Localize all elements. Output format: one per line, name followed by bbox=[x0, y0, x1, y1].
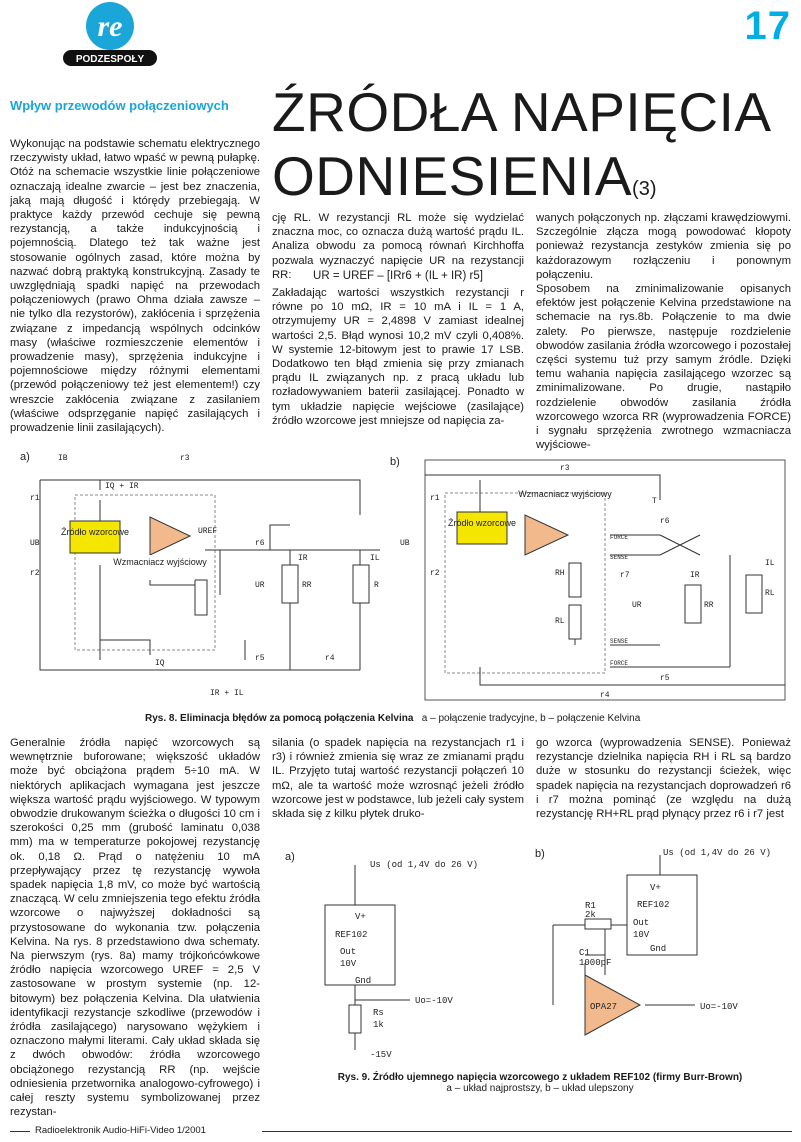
fig8b-il: IL bbox=[765, 559, 775, 568]
fig9a-vplus: V+ bbox=[355, 912, 366, 922]
fig8b-r1: r1 bbox=[430, 494, 440, 503]
article-title bbox=[272, 80, 792, 221]
fig8b-rh: RH bbox=[555, 569, 565, 578]
fig8b-ur: UR bbox=[632, 601, 642, 610]
fig8a-ib: IB bbox=[58, 454, 68, 463]
page-number: 17 bbox=[744, 4, 791, 48]
fig9b-gnd: Gnd bbox=[650, 944, 667, 954]
fig9b-uo: Uo=-10V bbox=[700, 1002, 738, 1012]
fig9b-chip: REF102 bbox=[637, 900, 670, 910]
fig9b-supply: Us (od 1,4V do 26 V) bbox=[663, 848, 772, 858]
fig9b-c1: C1 bbox=[579, 948, 590, 958]
fig9b-r1: R1 bbox=[585, 901, 596, 911]
fig8a-amp-label: Wzmacniacz wyjściowy bbox=[113, 557, 207, 567]
fig9a-gnd: Gnd bbox=[355, 976, 372, 986]
sidebar-text: Wykonując na podstawie schematu elektrycznego rzeczywisty układ, łatwo wpaść w pewną pułapkę. Otóż na schemacie wszystkie linie połączeniowe oznaczają idealne zwarcie – jest bez znaczenia, jaką mają długość i którędy przebiegają. W praktyce każdy przewód cechuje się pewną rezystancją, a także indukcyjnością i pojemnością. Dlatego też tak ważne jest stosowanie ogólnych zasad, które można by nazwać dobrą praktyką konstrukcyjną. Zasady te uwzględniają spadki napięć na przewodach połączeniowych (prawo Ohma działa zawsze – nie tylko dla rezystorów), zakłócenia i sprzężenia związane z impedancją wspólnych odcinków masy (właściwe rozmieszczenie elementów i prowadzenie masy), sprzężenia indukcyjne i pojemnościowe między różnymi elementami (przewód połączeniowy też jest elementem!) czy wreszcie zakłócenia związane z zasilaniem (właściwe odsprzęganie napięć zasilających i prowadzenie linii zasilających). bbox=[10, 138, 260, 435]
fig8-label-a: a) bbox=[20, 451, 30, 463]
fig8b-sense-bot: SENSE bbox=[610, 638, 629, 645]
fig9a-v10: 10V bbox=[340, 959, 357, 969]
fig8a-ir-il: IR + IL bbox=[210, 689, 244, 698]
title-part: (3) bbox=[632, 178, 657, 200]
fig8a-ur: UR bbox=[255, 581, 265, 590]
fig8b-ub: UB bbox=[400, 539, 410, 548]
fig9a-uo: Uo=-10V bbox=[415, 996, 453, 1006]
sidebar-heading: Wpływ przewodów połączeniowych bbox=[10, 98, 229, 113]
fig8b-force-bot: FORCE bbox=[610, 660, 629, 667]
fig9-caption-desc: a – układ najprostszy, b – układ ulepszony bbox=[446, 1083, 634, 1094]
fig9a-out: Out bbox=[340, 947, 357, 957]
figure-9 bbox=[285, 845, 785, 1065]
fig9-label-b: b) bbox=[535, 848, 545, 860]
fig9-caption-title: Rys. 9. Źródło ujemnego napięcia wzorcowego z układem REF102 (firmy Burr-Brown) bbox=[337, 1072, 743, 1083]
fig8b-ir: IR bbox=[690, 571, 700, 580]
logo-text: re bbox=[97, 10, 123, 43]
fig8a-r: R bbox=[374, 581, 379, 590]
fig8a-ir: IR bbox=[298, 554, 308, 563]
fig8b-rl: RL bbox=[555, 617, 565, 626]
footer-text: Radioelektronik Audio-HiFi-Video 1/2001 bbox=[35, 1125, 206, 1136]
bottom-col3: go wzorca (wyprowadzenia SENSE). Ponieważ rezystancje dzielnika napięcia RH i RL są bardzo duże w stosunku do rezystancji ścieżek, więc spadek napięcia na rezystancjach doprowadzeń r6 i r7 można pominąć (ze względu na dużą rezystancję RH+RL prąd płynący przez r6 i r7 jest bbox=[536, 737, 791, 821]
fig8b-rl-cap: RL bbox=[765, 589, 775, 598]
fig9a-rs: Rs bbox=[373, 1008, 384, 1018]
fig9b-c1-val: 1000pF bbox=[579, 958, 612, 968]
fig8a-iq-ir: IQ + IR bbox=[105, 482, 139, 491]
formula: UR = UREF – [IRr6 + (IL + IR) r5] bbox=[313, 270, 483, 282]
bottom-col2: silania (o spadek napięcia na rezystancjach r1 i r3) i również zmienia się wraz ze zmianami prądu IL. Przyjęto tutaj wartość rezystancji połączeń 10 mΩ, ale ta wartość może wzrosnąć jeżeli źródło wzorcowe jest w podstawce, lub jeżeli cały system składa się z kilku płytek druko- bbox=[272, 737, 524, 821]
fig9b-opamp: OPA27 bbox=[590, 1002, 618, 1012]
fig8b-r3: r3 bbox=[560, 464, 570, 473]
fig8a-ub: UB bbox=[30, 539, 40, 548]
fig9a-chip: REF102 bbox=[335, 930, 368, 940]
fig8a-iq: IQ bbox=[155, 659, 165, 668]
fig9a-rs-val: 1k bbox=[373, 1020, 384, 1030]
fig8a-r2: r2 bbox=[30, 569, 40, 578]
fig8a-uref: UREF bbox=[198, 527, 218, 536]
fig8a-r3: r3 bbox=[180, 454, 190, 463]
fig8a-r6: r6 bbox=[255, 539, 265, 548]
fig8-label-b: b) bbox=[390, 456, 400, 468]
footer-rule-right bbox=[262, 1131, 792, 1132]
fig8b-rr: RR bbox=[704, 601, 714, 610]
fig8-caption bbox=[145, 713, 745, 724]
article-col2-bottom: Zakładając wartości wszystkich rezystancji r równe po 10 mΩ, IR = 10 mA i IL = 1 A, otrzymujemy UR = 2,4898 V zamiast idealnej wartości 2,5. Błąd wynosi 10,2 mV czyli 0,408%. W systemie 12-bitowym jest to prawie 17 LSB. Dodatkowo ten błąd zmienia się przy zmianach prądu IL związanych np. z pracą układu lub rozładowywaniem baterii zasilającej. Ponadto w tym układzie napięcie wejściowe (zasilające) źródło wzorcowe jest mniejsze od napięcia za- bbox=[272, 287, 524, 427]
title-line-2: ODNIESIENIA bbox=[272, 145, 633, 207]
fig9b-r1-val: 2k bbox=[585, 910, 596, 920]
figure-8 bbox=[20, 451, 790, 710]
magazine-logo bbox=[60, 2, 160, 72]
fig9a-supply: Us (od 1,4V do 26 V) bbox=[370, 860, 479, 870]
fig8b-t: T bbox=[652, 497, 657, 506]
bottom-col1: Generalnie źródła napięć wzorcowych są wewnętrznie buforowane; większość układów może być obciążona prądem 5÷10 mA. W niektórych aplikacjach wymagana jest jeszcze większa wartość prądu wyjściowego. W typowym obwodzie drukowanym ścieżka o długości 10 cm i szerokości 0,25 mm (grubość laminatu 0,038 mm) ma w temperaturze pokojowej rezystancję ok. 0,18 Ω. Prąd o natężeniu 10 mA przepływający przez tę rezystancję wywoła spadek napięcia 1,8 mV, co może być wartością znaczącą. W celu zmniejszenia tego efektu źródła wzorcowe o najwyższej dokładności są przystosowane do wykonania tzw. połączenia Kelvina. Na rys. 8 przedstawiono dwa schematy. Na pierwszym (rys. 8a) mamy trójkońcówkowe źródło napięcia wzorcowego UREF = 2,5 V zastosowane w prostym systemie (np. 12-bitowym) bez połączenia Kelvina. Dla ułatwienia identyfikacji rezystancje szkodliwe (przewodów i źródła zasilającego) narysowano wężykiem i oznaczono małymi literami. Cały układ składa się z dwóch obwodów: źródła wzorcowego obciążonego rezystancją RR (np. wejście odniesienia przetwornika analogowo-cyfrowego) i całej reszty systemu symbolizowanej przez rezystan- bbox=[10, 737, 260, 1119]
fig8b-source-label: Źródło wzorcowe bbox=[447, 518, 517, 528]
fig8a-r1: r1 bbox=[30, 494, 40, 503]
fig8b-r7: r7 bbox=[620, 571, 630, 580]
fig8b-amp-label: Wzmacniacz wyjściowy bbox=[518, 489, 612, 499]
fig9b-v10: 10V bbox=[633, 930, 650, 940]
fig8b-sense-top: SENSE bbox=[610, 554, 629, 561]
fig8b-r4: r4 bbox=[600, 691, 610, 700]
section-label: PODZESPOŁY bbox=[75, 54, 145, 65]
article-col3: wanych połączonych np. złączami krawędziowymi. Szczególnie złącza mogą powodować kłopoty ponieważ rezystancja zestyków zmienia się po każdorazowym rozłączeniu i ponownym połączeniu. Sposobem na zminimalizowanie opisanych efektów jest połączenie Kelvina przedstawione na schemacie na rys.8b. Połączenie to ma dwie zalety. Po pierwsze, następuje rozdzielenie obwodów zasilania źródła wzorcowego i pozostałej części systemu tuż przy samym źródle. Dzięki temu wahania napięcia zasilającego wzorzec są zminimalizowane. Po drugie, nastąpiło rozdzielenie obwodów zasilania źródła wzorcowego wzorca RR (wyprowadzenia FORCE) i sygnału sprzężenia zwrotnego wzmacniacza wyjściowe- bbox=[536, 212, 791, 452]
fig8-caption-title: Rys. 8. Eliminacja błędów za pomocą połączenia Kelvina bbox=[145, 713, 414, 724]
fig8a-r4: r4 bbox=[325, 654, 335, 663]
fig8a-source-label: Źródło wzorcowe bbox=[60, 527, 130, 537]
fig8a-r5: r5 bbox=[255, 654, 265, 663]
fig9b-out: Out bbox=[633, 918, 650, 928]
article-col2-top: cję RL. W rezystancji RL może się wydzielać znaczna moc, co oznacza dużą wartość prądu IL. Analiza obwodu za pomocą równań Kirchhoffa pozwala wyznaczyć napięcie UR na rezystancji RR: bbox=[272, 212, 524, 281]
fig9a-neg15: -15V bbox=[370, 1050, 392, 1060]
fig8b-r5: r5 bbox=[660, 674, 670, 683]
fig9b-vplus: V+ bbox=[650, 883, 661, 893]
fig8b-r2: r2 bbox=[430, 569, 440, 578]
fig8-caption-desc: a – połączenie tradycyjne, b – połączenie Kelvina bbox=[421, 713, 641, 724]
footer-rule-left bbox=[10, 1131, 30, 1132]
fig8a-il: IL bbox=[370, 554, 380, 563]
fig8a-rr: RR bbox=[302, 581, 312, 590]
fig8b-force-top: FORCE bbox=[610, 534, 629, 541]
fig9-caption bbox=[300, 1072, 780, 1094]
fig9-label-a: a) bbox=[285, 851, 295, 863]
title-line-1: ŹRÓDŁA NAPIĘCIA bbox=[272, 81, 772, 143]
fig8b-r6: r6 bbox=[660, 517, 670, 526]
